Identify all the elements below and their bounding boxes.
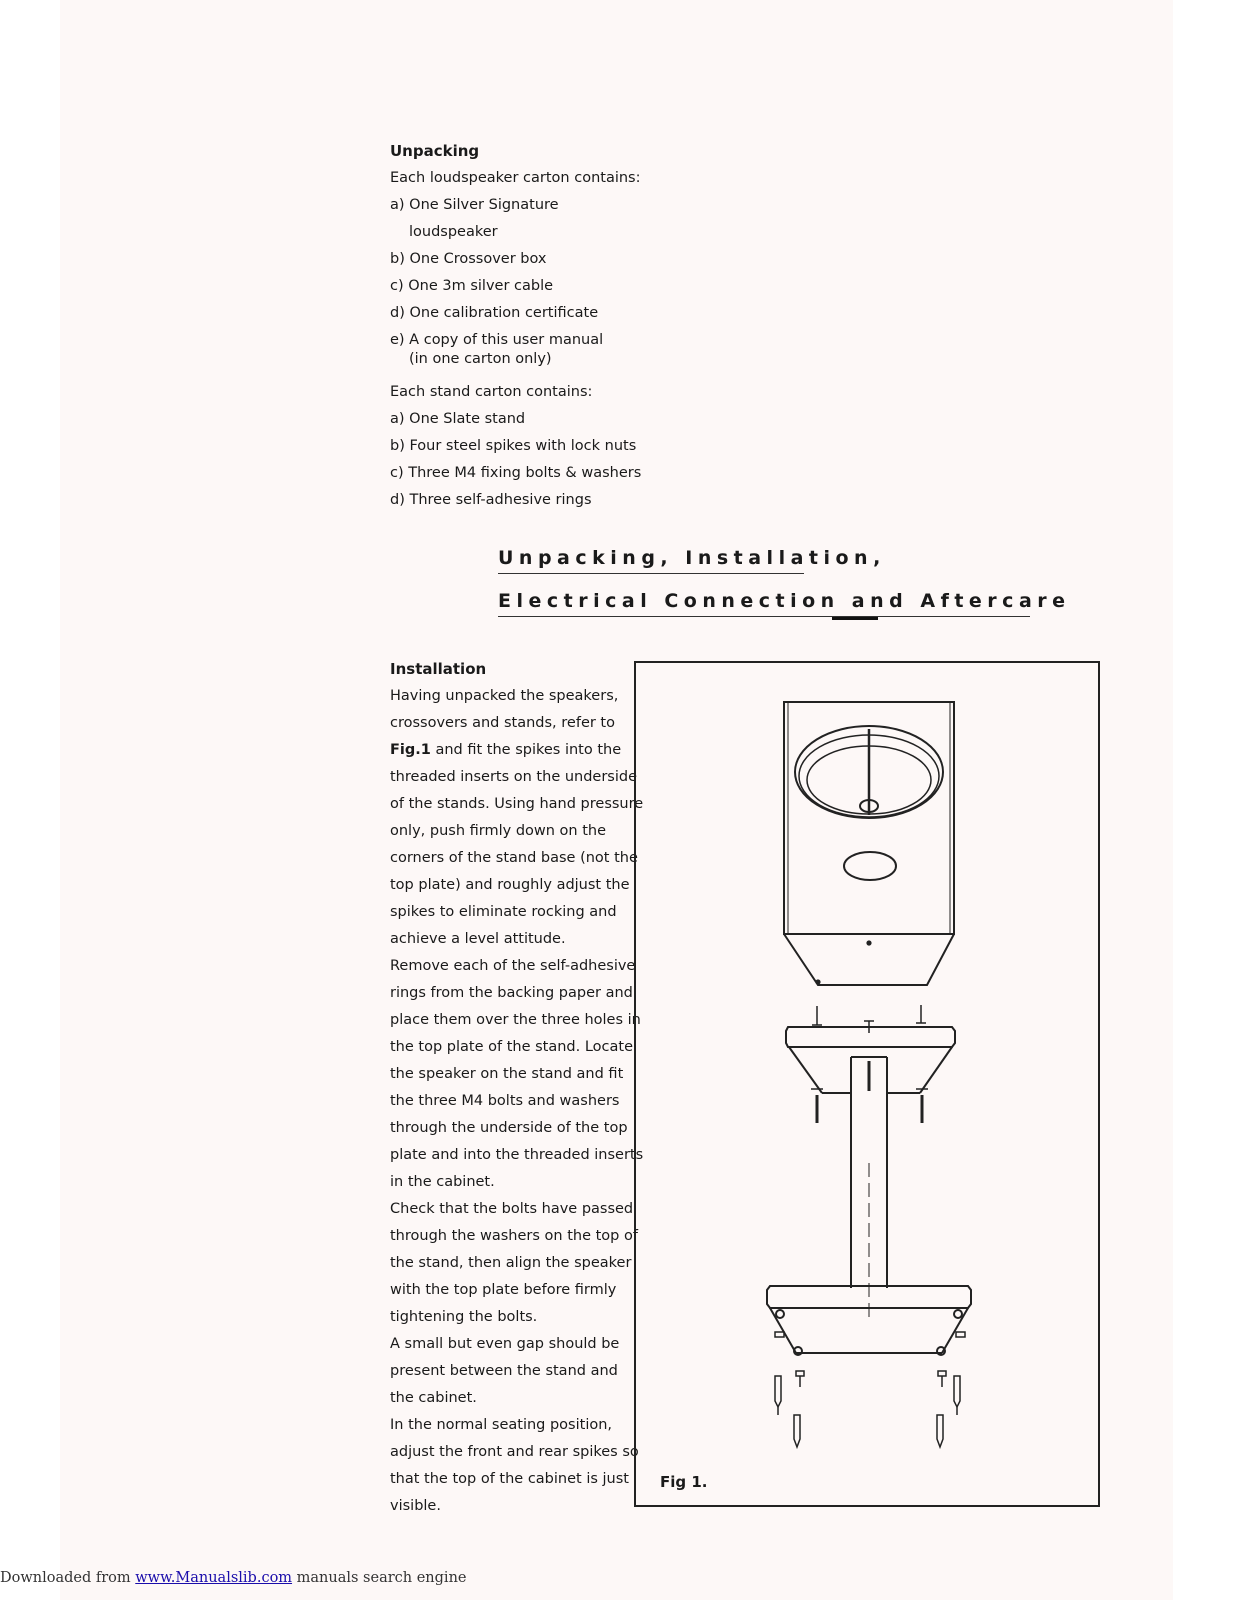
installation-line: with the top plate before firmly	[390, 1282, 617, 1298]
speaker-item-c: c) One 3m silver cable	[390, 278, 554, 294]
installation-line: of the stands. Using hand pressure	[390, 796, 644, 812]
installation-line: threaded inserts on the underside	[390, 769, 638, 785]
installation-line: corners of the stand base (not the	[390, 850, 638, 866]
speaker-carton-intro: Each loudspeaker carton contains:	[390, 170, 641, 186]
installation-section	[390, 656, 643, 1520]
unpacking-heading: Unpacking	[390, 142, 480, 160]
stand-carton-intro: Each stand carton contains:	[390, 384, 593, 400]
installation-line: adjust the front and rear spikes so	[390, 1444, 639, 1460]
stand-item-b: b) Four steel spikes with lock nuts	[390, 438, 637, 454]
installation-line: In the normal seating position,	[390, 1417, 613, 1433]
installation-line: A small but even gap should be	[390, 1336, 620, 1352]
installation-line: through the washers on the top of	[390, 1228, 638, 1244]
unpacking-section	[390, 138, 641, 514]
installation-line: tightening the bolts.	[390, 1309, 538, 1325]
installation-line: spikes to eliminate rocking and	[390, 904, 617, 920]
stand-column-drawing	[851, 1057, 887, 1323]
figure-caption: Fig 1.	[660, 1473, 708, 1491]
installation-line: only, push firmly down on the	[390, 823, 607, 839]
installation-heading: Installation	[390, 660, 487, 678]
installation-line: plate and into the threaded inserts	[390, 1147, 644, 1163]
installation-line: the cabinet.	[390, 1390, 477, 1406]
title-line-1: Unpacking, Installation,	[498, 547, 886, 569]
installation-line: the speaker on the stand and fit	[390, 1066, 624, 1082]
title-rule-2	[498, 616, 1030, 617]
under-plate-bolts-drawing	[811, 1089, 928, 1123]
installation-line: visible.	[390, 1498, 441, 1514]
speaker-item-e-cont: (in one carton only)	[409, 351, 552, 367]
installation-line: Having unpacked the speakers,	[390, 688, 619, 704]
installation-line: the stand, then align the speaker	[390, 1255, 632, 1271]
installation-line: top plate) and roughly adjust the	[390, 877, 630, 893]
installation-line: crossovers and stands, refer to	[390, 715, 615, 731]
speaker-item-a-cont: loudspeaker	[409, 224, 498, 240]
title-accent-bar	[832, 617, 878, 620]
stand-item-c: c) Three M4 fixing bolts & washers	[390, 465, 642, 481]
installation-line: achieve a level attitude.	[390, 931, 566, 947]
installation-line: and fit the spikes into the	[435, 742, 622, 758]
installation-line: present between the stand and	[390, 1363, 618, 1379]
figure-1	[634, 661, 1100, 1507]
title-line-2: Electrical Connection and Aftercare	[498, 590, 1071, 612]
stand-item-d: d) Three self-adhesive rings	[390, 492, 592, 508]
installation-line: place them over the three holes in	[390, 1012, 641, 1028]
spikes-drawing	[775, 1371, 960, 1447]
installation-line: Remove each of the self-adhesive	[390, 958, 636, 974]
speaker-stand-diagram	[636, 663, 1098, 1505]
footer-suffix: manuals search engine	[292, 1570, 467, 1586]
top-bolts-drawing	[812, 1005, 926, 1033]
manualslib-link[interactable]: www.Manualslib.com	[135, 1570, 293, 1586]
installation-line: through the underside of the top	[390, 1120, 628, 1136]
stand-item-a: a) One Slate stand	[390, 411, 526, 427]
speaker-item-d: d) One calibration certificate	[390, 305, 599, 321]
installation-line: the three M4 bolts and washers	[390, 1093, 620, 1109]
section-title	[498, 545, 1071, 617]
installation-line: that the top of the cabinet is just	[390, 1471, 629, 1487]
title-rule-1	[498, 573, 804, 574]
download-footer	[0, 1570, 467, 1586]
speaker-cabinet-drawing	[784, 702, 954, 985]
installation-line: in the cabinet.	[390, 1174, 495, 1190]
installation-line-fig-ref	[390, 737, 643, 764]
speaker-item-e: e) A copy of this user manual	[390, 332, 604, 348]
installation-line: Check that the bolts have passed	[390, 1201, 634, 1217]
speaker-item-b: b) One Crossover box	[390, 251, 547, 267]
speaker-item-a: a) One Silver Signature	[390, 197, 559, 213]
installation-line: rings from the backing paper and	[390, 985, 633, 1001]
fig-reference: Fig.1	[390, 742, 431, 758]
footer-prefix: Downloaded from	[0, 1570, 136, 1586]
installation-line: the top plate of the stand. Locate	[390, 1039, 633, 1055]
